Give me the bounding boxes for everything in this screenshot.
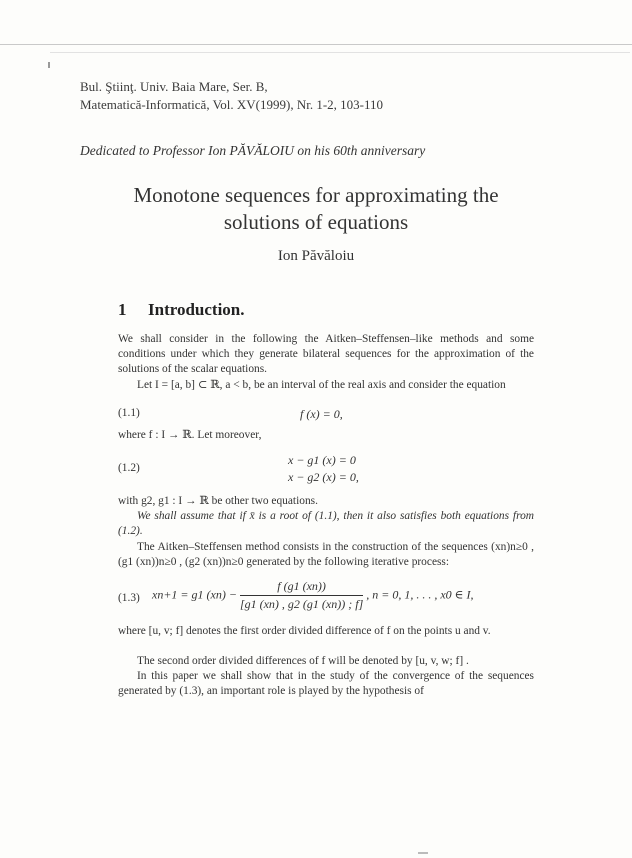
equation-1-3 (152, 579, 474, 612)
journal-line-2: Matematică-Informatică, Vol. XV(1999), Nr. 1-2, 103-110 (80, 97, 384, 112)
section-heading (118, 300, 245, 320)
equation-1-3-lhs: xn+1 = g1 (xn) − (152, 587, 237, 602)
paragraph-1: We shall consider in the following the Aitken–Steffensen–like methods and some conditions under which they generate bilateral sequences for the approximation of the solutions of the scalar equations. (118, 333, 534, 375)
paragraph-8: The second order divided differences of f will be denoted by [u, v, w; f] . (137, 655, 469, 667)
equation-label-1-3: (1.3) (118, 592, 140, 604)
paragraph-6: The Aitken–Steffensen method consists in the construction of the sequences (xn)n≥0 , (g1 (xn))n≥0 , (g2 (xn))n≥0 generated by the following iterative process: (118, 541, 534, 568)
scan-speck (48, 62, 50, 68)
equation-1-3-rhs: , n = 0, 1, . . . , x0 ∈ I, (366, 587, 474, 602)
equation-label-1-2: (1.2) (118, 462, 140, 474)
author: Ion Păvăloiu (277, 248, 355, 264)
equation-1-1: f (x) = 0, (300, 407, 343, 421)
equation-1-2b: x − g2 (x) = 0, (288, 470, 359, 484)
equation-label-1-1: (1.1) (118, 407, 140, 419)
section-number: 1 (118, 300, 127, 319)
paragraph-2: Let I = [a, b] ⊂ ℝ, a < b, be an interval of the real axis and consider the equation (137, 379, 506, 391)
dedication: Dedicated to Professor Ion PĂVĂLOIU on his 60th anniversary (80, 143, 426, 158)
scan-edge-line (0, 44, 632, 45)
section-title: Introduction. (148, 300, 245, 319)
paper-title (0, 182, 632, 236)
paragraph-3: where f : I → ℝ. Let moreover, (118, 429, 262, 441)
scan-speck (418, 852, 428, 854)
journal-line-1: Bul. Ştiinţ. Univ. Baia Mare, Ser. B, (80, 79, 268, 94)
fraction-numerator: f (g1 (xn)) (240, 579, 363, 596)
paragraph-5: We shall assume that if x̄ is a root of (1.1), then it also satisfies both equations from (1.2). (118, 510, 534, 537)
paragraph-7: where [u, v; f] denotes the first order divided difference of f on the points u and v. (118, 625, 491, 637)
equation-1-3-fraction (240, 579, 363, 612)
equation-1-2a: x − g1 (x) = 0 (288, 453, 356, 467)
title-line-2: solutions of equations (223, 210, 409, 234)
scan-edge-line (50, 52, 630, 53)
paragraph-4: with g2, g1 : I → ℝ be other two equations. (118, 495, 318, 507)
journal-header (80, 78, 383, 114)
title-line-1: Monotone sequences for approximating the (133, 183, 499, 207)
fraction-denominator: [g1 (xn) , g2 (g1 (xn)) ; f] (239, 597, 364, 611)
paragraph-9: In this paper we shall show that in the study of the convergence of the sequences generated by (1.3), an important role is played by the hypothesis of (118, 670, 534, 697)
